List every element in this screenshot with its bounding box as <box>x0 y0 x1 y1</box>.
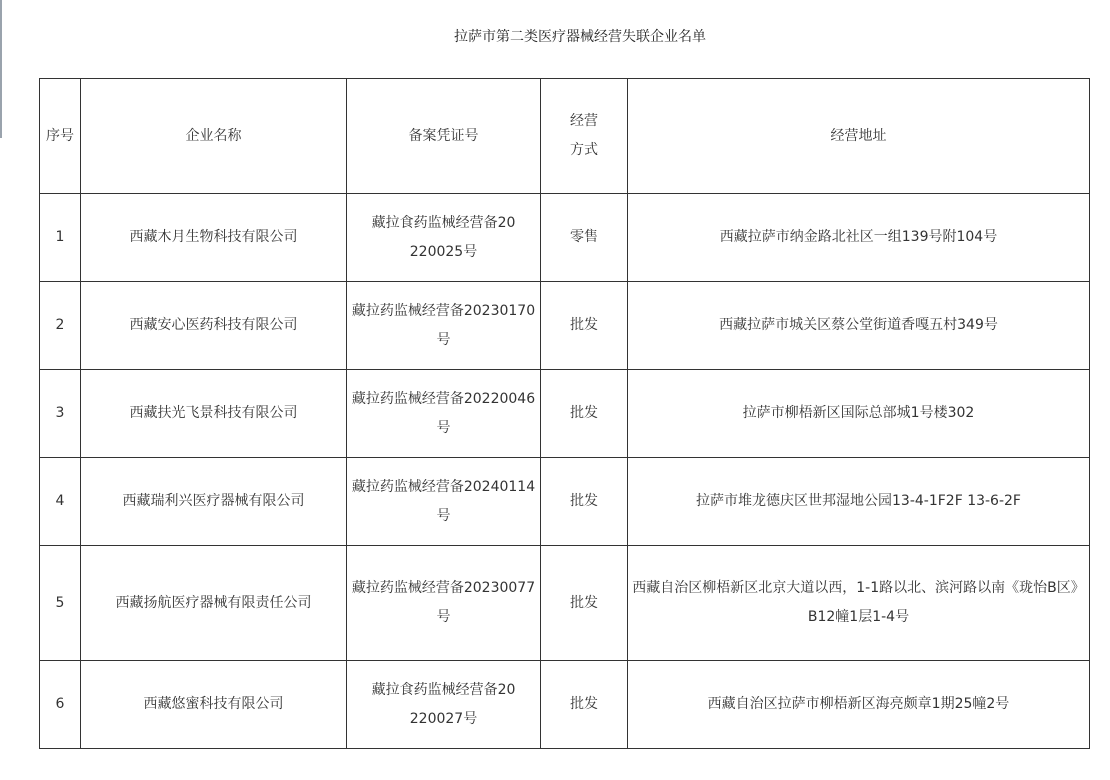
cell-address: 西藏拉萨市城关区蔡公堂街道香嘎五村349号 <box>628 282 1090 370</box>
cell-no: 3 <box>40 370 81 458</box>
cell-no: 2 <box>40 282 81 370</box>
cell-name: 西藏瑞利兴医疗器械有限公司 <box>81 458 347 546</box>
cell-cert <box>347 194 541 282</box>
table-row <box>40 282 1090 370</box>
cell-mode: 批发 <box>541 282 628 370</box>
cell-address: 西藏自治区拉萨市柳梧新区海亮颇章1期25幢2号 <box>628 661 1090 749</box>
cell-cert: 藏拉药监械经营备20220046号 <box>347 370 541 458</box>
cell-no: 4 <box>40 458 81 546</box>
cell-mode: 批发 <box>541 661 628 749</box>
cell-no: 6 <box>40 661 81 749</box>
header-cert: 备案凭证号 <box>347 79 541 194</box>
cell-name: 西藏安心医药科技有限公司 <box>81 282 347 370</box>
cell-mode: 批发 <box>541 546 628 661</box>
cell-name: 西藏扶光飞景科技有限公司 <box>81 370 347 458</box>
table-row <box>40 661 1090 749</box>
header-mode <box>541 79 628 194</box>
left-edge-bar <box>0 0 2 138</box>
header-name: 企业名称 <box>81 79 347 194</box>
header-no: 序号 <box>40 79 81 194</box>
cell-cert: 藏拉药监械经营备20230077号 <box>347 546 541 661</box>
cell-mode: 批发 <box>541 458 628 546</box>
cell-no: 5 <box>40 546 81 661</box>
cell-cert: 藏拉药监械经营备20230170号 <box>347 282 541 370</box>
cell-no: 1 <box>40 194 81 282</box>
cell-address: 拉萨市柳梧新区国际总部城1号楼302 <box>628 370 1090 458</box>
table-row <box>40 370 1090 458</box>
cell-name: 西藏悠蜜科技有限公司 <box>81 661 347 749</box>
table-row <box>40 458 1090 546</box>
cell-cert: 藏拉药监械经营备20240114号 <box>347 458 541 546</box>
cell-cert-text: 藏拉食药监械经营备20220025号 <box>371 214 516 260</box>
cell-name: 西藏扬航医疗器械有限责任公司 <box>81 546 347 661</box>
cell-cert <box>347 661 541 749</box>
cell-mode: 批发 <box>541 370 628 458</box>
header-address: 经营地址 <box>628 79 1090 194</box>
cell-mode: 零售 <box>541 194 628 282</box>
header-mode-text: 经营方式 <box>570 113 598 158</box>
cell-address: 西藏自治区柳梧新区北京大道以西，1-1路以北、滨河路以南《珑怡B区》B12幢1层1-4号 <box>628 546 1090 661</box>
table-header-row <box>40 79 1090 194</box>
cell-cert-text: 藏拉食药监械经营备20220027号 <box>371 681 516 727</box>
table-row <box>40 546 1090 661</box>
table-row <box>40 194 1090 282</box>
page-title: 拉萨市第二类医疗器械经营失联企业名单 <box>454 29 706 45</box>
cell-address: 拉萨市堆龙德庆区世邦湿地公园13-4-1F2F 13-6-2F <box>628 458 1090 546</box>
cell-address: 西藏拉萨市纳金路北社区一组139号附104号 <box>628 194 1090 282</box>
cell-name: 西藏木月生物科技有限公司 <box>81 194 347 282</box>
enterprise-table <box>39 78 1090 749</box>
